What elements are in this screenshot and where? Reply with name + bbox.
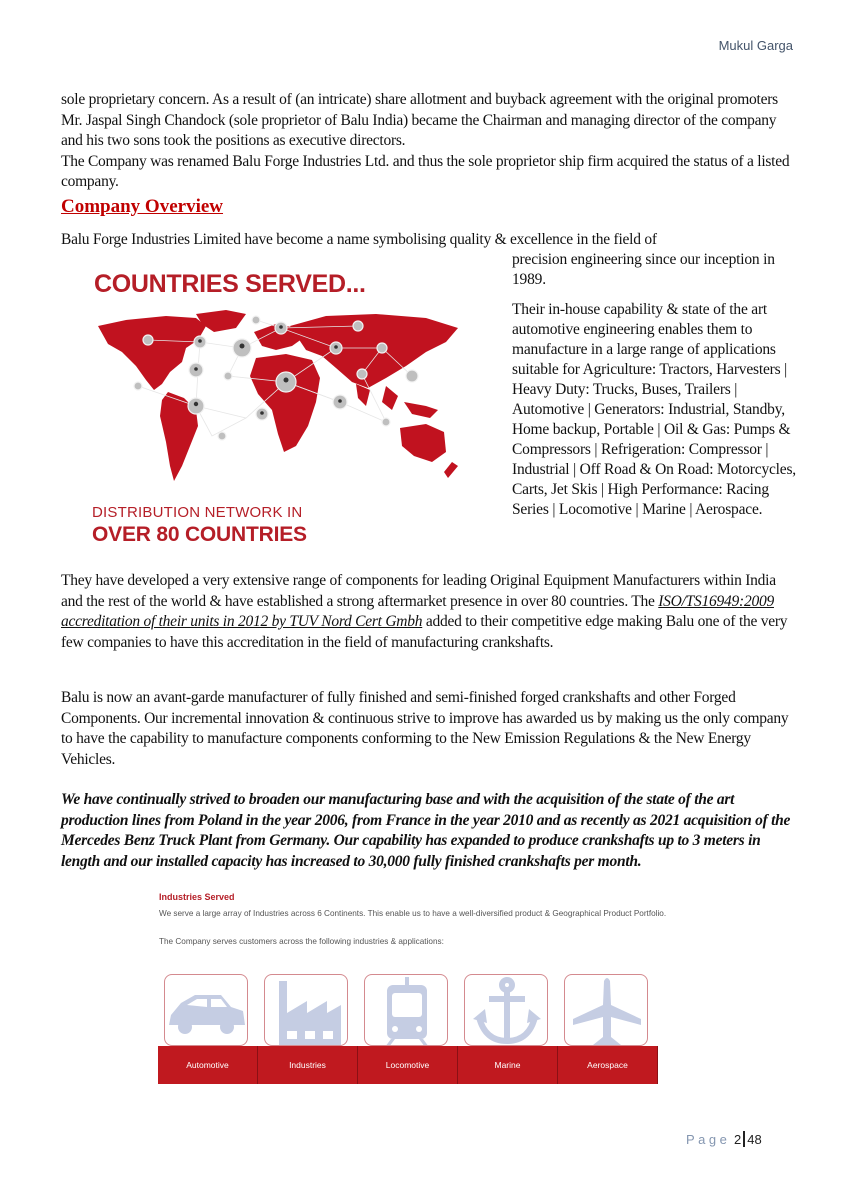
industries-description-2: The Company serves customers across the following industries & applications: <box>159 937 444 946</box>
industry-card-automotive <box>158 972 262 1084</box>
anchor-icon <box>465 975 548 1046</box>
industries-description: We serve a large array of Industries across 6 Continents. This enable us to have a well-diversified product & Geographical Product Portfolio. <box>159 909 667 918</box>
iso-certification-link[interactable]: ISO/TS16949:2009 accreditation of their units in 2012 by TUV Nord Cert Gmbh <box>61 592 774 630</box>
train-icon <box>365 975 448 1046</box>
industries-title: Industries Served <box>159 892 235 902</box>
industry-card-aerospace <box>558 972 662 1084</box>
history-text-2: The Company was renamed Balu Forge Industries Ltd. and thus the sole proprietor ship firm acquired the status of a listed company. <box>61 152 790 190</box>
industries-served-graphic <box>156 890 712 1090</box>
industries-row <box>158 972 698 1084</box>
industry-card-locomotive <box>358 972 462 1084</box>
airplane-icon <box>565 975 648 1046</box>
car-icon <box>165 975 248 1046</box>
acquisitions-paragraph: We have continually strived to broaden our manufacturing base and with the acquisition of the state of the art production lines from Poland in the year 2006, from France in the year 2010 and as recently as 2021 acquisition of the Mercedes Benz Truck Plant from Germany. Our capability has expanded to produce crankshafts up to 3 meters in length and our installed capacity has increased to 30,000 fully finished crankshafts per month. <box>61 791 791 870</box>
oem-text-after: added to their competitive edge making Balu one of the very few companies to have this accreditation in the field of manufacturing crankshafts. <box>61 613 788 651</box>
industry-label: Aerospace <box>558 1046 658 1084</box>
industry-card-marine <box>458 972 562 1084</box>
header-author: Mukul Garga <box>718 38 793 53</box>
countries-served-graphic <box>86 266 496 556</box>
total-pages: 48 <box>747 1132 762 1147</box>
industry-label: Marine <box>458 1046 558 1084</box>
map-subtitle-line1: DISTRIBUTION NETWORK IN <box>92 504 303 521</box>
map-title: COUNTRIES SERVED... <box>94 270 366 298</box>
overview-applications-text: Their in-house capability & state of the art automotive engineering enables them to manufacture in a large range of applications suitable for Agriculture: Tractors, Harvesters | Heavy Duty: Trucks, Buses, Trailers | Automotive | Generators: Industrial, Standby, Home backup, Portable | Oil & Gas: Pumps & Compressors | Refrigeration: Compressor | Industrial | Off Road & On Road: Motorcycles, Carts, Jet Skis | High Performance: Racing Series | Locomotive | Marine | Aerospace. <box>512 301 796 518</box>
page-separator <box>743 1131 745 1147</box>
overview-intro-line: Balu Forge Industries Limited have become a name symbolising quality & excellence in the field of <box>61 231 657 248</box>
oem-text-before: They have developed a very extensive range of components for leading Original Equipment Manufacturers within India and the rest of the world & have established a strong aftermarket presence in over 80 countries. The <box>61 572 776 610</box>
history-text-1: sole proprietary concern. As a result of (an intricate) share allotment and buyback agreement with the original promoters Mr. Jaspal Singh Chandock (sole proprietor of Balu India) became the Chairman and managing director of the company and his two sons took the positions as executive directors. <box>61 91 778 149</box>
industry-label: Automotive <box>158 1046 258 1084</box>
page-word: Page <box>686 1132 731 1147</box>
oem-paragraph <box>61 571 796 653</box>
page-number-footer <box>686 1131 762 1147</box>
overview-inception-text: precision engineering since our inception in 1989. <box>512 251 775 288</box>
factory-icon <box>265 975 348 1046</box>
world-map-icon <box>86 306 486 496</box>
section-heading-company-overview: Company Overview <box>61 196 224 217</box>
industry-card-industries <box>258 972 362 1084</box>
industry-label: Industries <box>258 1046 358 1084</box>
intro-history-paragraph <box>61 90 796 193</box>
balu-manufacturer-paragraph: Balu is now an avant-garde manufacturer of fully finished and semi-finished forged crankshafts and other Forged Components. Our incremental innovation & continuous strive to improve has awarded us by making us the only company to have the capability to manufacture components conforming to the New Emission Regulations & the New Energy Vehicles. <box>61 689 789 768</box>
current-page-number: 2 <box>734 1132 742 1147</box>
industry-label: Locomotive <box>358 1046 458 1084</box>
overview-right-column <box>512 250 802 520</box>
map-subtitle-line2: OVER 80 COUNTRIES <box>92 523 307 546</box>
